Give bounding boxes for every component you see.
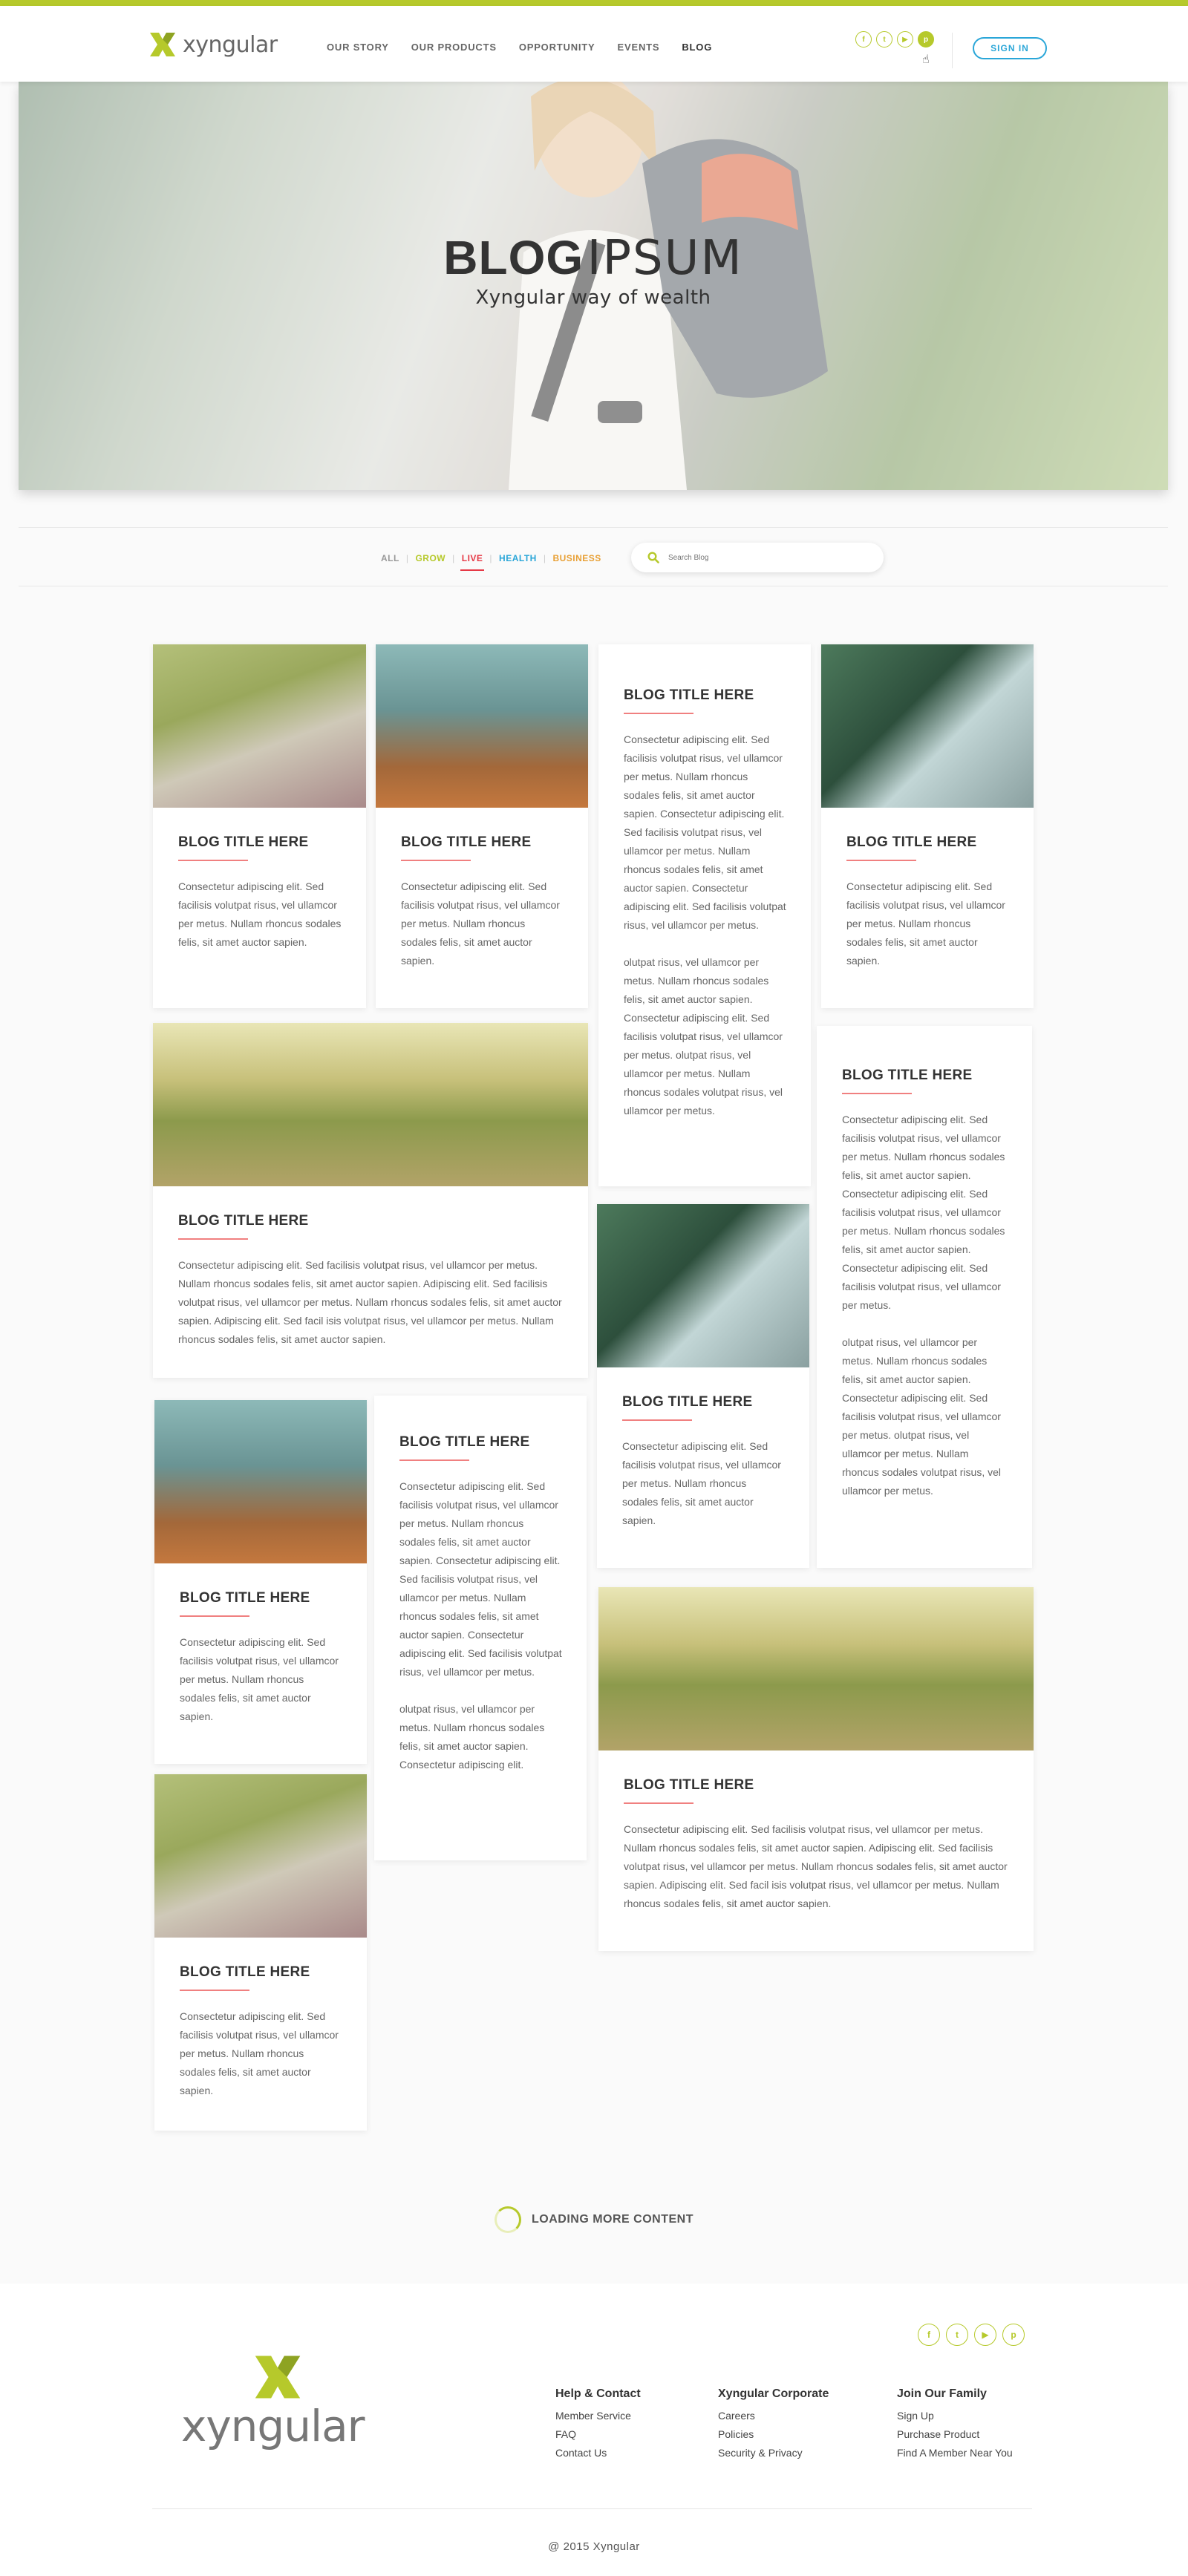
- blog-card[interactable]: [153, 1023, 588, 1378]
- header-social-links: [855, 31, 934, 48]
- search-icon[interactable]: [647, 552, 659, 563]
- filter-separator: |: [452, 553, 455, 563]
- blog-card-excerpt: Consectetur adipiscing elit. Sed facilisis volutpat risus, vel ullamcor per metus. Nullam rhoncus sodales felis, sit amet auctor sapien. Adipiscing elit. Sed facilisis volutpat risus, vel ullamcor per metus. Nullam rhoncus sodales felis, sit amet auctor sapien. Adipiscing elit. Sed facil isis volutpat risus, vel ullamcor per metus. Nullam rhoncus sodales felis, sit amet auctor sapien.: [178, 1259, 562, 1345]
- blog-card-title[interactable]: BLOG TITLE HERE: [180, 1590, 310, 1606]
- filter-live[interactable]: LIVE: [461, 553, 483, 563]
- blog-card-title[interactable]: BLOG TITLE HERE: [180, 1964, 310, 1980]
- footer-link-faq[interactable]: FAQ: [555, 2428, 577, 2440]
- footer-link-policies[interactable]: Policies: [718, 2428, 754, 2440]
- spinner-icon: [495, 2206, 521, 2233]
- title-underline: [401, 860, 471, 861]
- footer-col-corporate: [718, 2387, 829, 2462]
- blog-card[interactable]: [153, 644, 366, 1008]
- filter-separator: |: [543, 553, 546, 563]
- blog-card-excerpt: Consectetur adipiscing elit. Sed facilisis volutpat risus, vel ullamcor per metus. Nullam rhoncus sodales felis, sit amet auctor sapien.: [180, 2010, 339, 2096]
- hero-banner: [19, 82, 1168, 490]
- hero-subtitle: Xyngular way of wealth: [475, 287, 711, 309]
- blog-card-excerpt: Consectetur adipiscing elit. Sed facilisis volutpat risus, vel ullamcor per metus. Nullam rhoncus sodales felis, sit amet auctor sapien.: [846, 880, 1005, 967]
- blog-card-excerpt: Consectetur adipiscing elit. Sed facilisis volutpat risus, vel ullamcor per metus. Nullam rhoncus sodales felis, sit amet auctor sapien.: [401, 880, 560, 967]
- nav-our-products[interactable]: OUR PRODUCTS: [411, 42, 497, 53]
- youtube-icon[interactable]: ▶: [897, 31, 913, 48]
- nav-blog[interactable]: BLOG: [682, 42, 713, 53]
- blog-card-title[interactable]: BLOG TITLE HERE: [624, 1777, 754, 1793]
- filter-business[interactable]: BUSINESS: [552, 553, 601, 563]
- copyright: @ 2015 Xyngular: [548, 2540, 640, 2553]
- title-underline: [624, 713, 693, 714]
- title-underline: [846, 860, 916, 861]
- blog-card-excerpt: Consectetur adipiscing elit. Sed facilisis volutpat risus, vel ullamcor per metus. Nullam rhoncus sodales felis, sit amet auctor sapien. Consectetur adipiscing elit. Sed facilisis volutpat risus, vel ullamcor per metus. Nullam rhoncus sodales felis, sit amet auctor sapien. Consectetur adipiscing elit. Sed facilisis volutpat risus, vel ullamcor per metus.: [399, 1480, 562, 1678]
- footer-col-title: Join Our Family: [897, 2387, 987, 2400]
- footer-logo[interactable]: [181, 2353, 382, 2451]
- blog-card-excerpt: Consectetur adipiscing elit. Sed facilisis volutpat risus, vel ullamcor per metus. Nullam rhoncus sodales felis, sit amet auctor sapien. Adipiscing elit. Sed facilisis volutpat risus, vel ullamcor per metus. Nullam rhoncus sodales felis, sit amet auctor sapien. Adipiscing elit. Sed facil isis volutpat risus, vel ullamcor per metus. Nullam rhoncus sodales felis, sit amet auctor sapien.: [624, 1823, 1008, 1909]
- blog-card-excerpt: Consectetur adipiscing elit. Sed facilisis volutpat risus, vel ullamcor per metus. Nullam rhoncus sodales felis, sit amet auctor sapien.: [180, 1636, 339, 1722]
- footer-social-links: [918, 2324, 1025, 2346]
- title-underline: [622, 1419, 692, 1421]
- blog-card[interactable]: [597, 1204, 809, 1568]
- blog-card[interactable]: [154, 1774, 367, 2131]
- hero-hiker-image: [479, 82, 895, 490]
- blog-card-image-forest[interactable]: [154, 1400, 367, 1563]
- hero-title-bold: BLOG: [443, 231, 584, 284]
- loading-indicator: [0, 2206, 1188, 2233]
- blog-card[interactable]: [598, 1587, 1034, 1951]
- twitter-icon[interactable]: t: [946, 2324, 968, 2346]
- title-underline: [842, 1093, 912, 1094]
- search-input[interactable]: [668, 554, 861, 562]
- blog-card[interactable]: [598, 644, 811, 1186]
- blog-card-image-valley[interactable]: [153, 1023, 588, 1186]
- blog-card-title[interactable]: BLOG TITLE HERE: [624, 687, 754, 703]
- footer-link-member-service[interactable]: Member Service: [555, 2410, 631, 2422]
- facebook-icon[interactable]: f: [918, 2324, 940, 2346]
- title-underline: [399, 1459, 469, 1461]
- blog-card-excerpt-continued: olutpat risus, vel ullamcor per metus. Nullam rhoncus sodales felis, sit amet auctor sapien. Consectetur adipiscing elit. Sed facilisis volutpat risus, vel ullamcor per metus. olutpat risus, vel ullamcor per metus. Nullam rhoncus sodales volutpat risus, vel ullamcor per metus.: [842, 1336, 1001, 1497]
- footer-link-security-privacy[interactable]: Security & Privacy: [718, 2447, 803, 2459]
- nav-opportunity[interactable]: OPPORTUNITY: [518, 42, 595, 53]
- pinterest-icon[interactable]: p: [1002, 2324, 1025, 2346]
- blog-card-title[interactable]: BLOG TITLE HERE: [399, 1434, 530, 1450]
- pinterest-icon[interactable]: p: [918, 31, 934, 48]
- blog-card[interactable]: [817, 1026, 1032, 1568]
- hero-title: [19, 230, 1168, 286]
- filter-all[interactable]: ALL: [381, 553, 399, 563]
- site-header: [0, 6, 1188, 82]
- footer-col-title: Xyngular Corporate: [718, 2387, 829, 2400]
- filter-health[interactable]: HEALTH: [499, 553, 537, 563]
- blog-card-image-hiker[interactable]: [597, 1204, 809, 1367]
- hand-cursor-icon: ☝: [922, 53, 930, 66]
- header-divider: [952, 33, 953, 68]
- footer-link-careers[interactable]: Careers: [718, 2410, 755, 2422]
- sign-in-button[interactable]: SIGN IN: [973, 37, 1047, 59]
- title-underline: [178, 860, 248, 861]
- blog-card-excerpt-continued: olutpat risus, vel ullamcor per metus. Nullam rhoncus sodales felis, sit amet auctor sapien. Consectetur adipiscing elit.: [399, 1703, 545, 1771]
- footer-col-join: [897, 2387, 1013, 2462]
- nav-events[interactable]: EVENTS: [617, 42, 660, 53]
- youtube-icon[interactable]: ▶: [974, 2324, 996, 2346]
- footer-col-title: Help & Contact: [555, 2387, 641, 2400]
- footer-link-find-member[interactable]: Find A Member Near You: [897, 2447, 1013, 2459]
- filter-bar: [19, 527, 1168, 586]
- filter-grow[interactable]: GROW: [415, 553, 446, 563]
- title-underline: [180, 1615, 249, 1617]
- blog-card-title[interactable]: BLOG TITLE HERE: [842, 1068, 973, 1083]
- search-box: [631, 543, 884, 572]
- footer-link-purchase-product[interactable]: Purchase Product: [897, 2428, 980, 2440]
- blog-card-excerpt-continued: olutpat risus, vel ullamcor per metus. Nullam rhoncus sodales felis, sit amet auctor sapien. Consectetur adipiscing elit. Sed facilisis volutpat risus, vel ullamcor per metus. olutpat risus, vel ullamcor per metus. Nullam rhoncus sodales volutpat risus, vel ullamcor per metus.: [624, 956, 783, 1117]
- blog-card-image-family[interactable]: [154, 1774, 367, 1938]
- filter-separator: |: [405, 553, 409, 563]
- blog-card-title[interactable]: BLOG TITLE HERE: [401, 834, 532, 850]
- blog-card-image-family[interactable]: [153, 644, 366, 808]
- title-underline: [178, 1238, 248, 1240]
- blog-card-excerpt: Consectetur adipiscing elit. Sed facilisis volutpat risus, vel ullamcor per metus. Nullam rhoncus sodales felis, sit amet auctor sapien.: [178, 880, 342, 948]
- blog-card-excerpt: Consectetur adipiscing elit. Sed facilisis volutpat risus, vel ullamcor per metus. Nullam rhoncus sodales felis, sit amet auctor sapien. Consectetur adipiscing elit. Sed facilisis volutpat risus, vel ullamcor per metus. Nullam rhoncus sodales felis, sit amet auctor sapien. Consectetur adipiscing elit. Sed facilisis volutpat risus, vel ullamcor per metus.: [842, 1114, 1005, 1311]
- blog-card[interactable]: [821, 644, 1034, 1008]
- blog-card-excerpt: Consectetur adipiscing elit. Sed facilisis volutpat risus, vel ullamcor per metus. Nullam rhoncus sodales felis, sit amet auctor sapien.: [622, 1440, 781, 1526]
- title-underline: [624, 1802, 693, 1804]
- footer-divider: [152, 2508, 1032, 2509]
- category-filters: [381, 553, 601, 563]
- footer-link-contact-us[interactable]: Contact Us: [555, 2447, 607, 2459]
- title-underline: [180, 1990, 249, 1991]
- blog-card-title[interactable]: BLOG TITLE HERE: [178, 1213, 309, 1229]
- blog-card-image-valley[interactable]: [598, 1587, 1034, 1750]
- twitter-icon[interactable]: t: [876, 31, 892, 48]
- blog-card-title[interactable]: BLOG TITLE HERE: [178, 834, 309, 850]
- blog-card-image-forest[interactable]: [376, 644, 588, 808]
- blog-card-title[interactable]: BLOG TITLE HERE: [846, 834, 977, 850]
- blog-card[interactable]: [374, 1396, 587, 1860]
- footer-logo-text: xyngular: [181, 2401, 365, 2451]
- blog-card-image-hiker[interactable]: [821, 644, 1034, 808]
- facebook-icon[interactable]: f: [855, 31, 872, 48]
- site-footer: [0, 2284, 1188, 2576]
- footer-link-sign-up[interactable]: Sign Up: [897, 2410, 934, 2422]
- logo-text: xyngular: [183, 31, 278, 58]
- loading-label: LOADING MORE CONTENT: [532, 2213, 693, 2226]
- nav-our-story[interactable]: OUR STORY: [327, 42, 389, 53]
- top-accent-bar: [0, 0, 1188, 6]
- xyngular-x-icon: [249, 2353, 306, 2401]
- main-nav: [327, 42, 712, 53]
- blog-card[interactable]: [376, 644, 588, 1008]
- hero-title-light: IPSUM: [587, 231, 743, 286]
- footer-col-help: [555, 2387, 641, 2462]
- filter-separator: |: [489, 553, 493, 563]
- blog-card-excerpt: Consectetur adipiscing elit. Sed facilisis volutpat risus, vel ullamcor per metus. Nullam rhoncus sodales felis, sit amet auctor sapien. Consectetur adipiscing elit. Sed facilisis volutpat risus, vel ullamcor per metus. Nullam rhoncus sodales felis, sit amet auctor sapien. Consectetur adipiscing elit. Sed facilisis volutpat risus, vel ullamcor per metus.: [624, 733, 786, 931]
- blog-card-title[interactable]: BLOG TITLE HERE: [622, 1394, 753, 1410]
- logo[interactable]: [148, 31, 278, 58]
- xyngular-x-icon: [148, 31, 177, 58]
- blog-card[interactable]: [154, 1400, 367, 1764]
